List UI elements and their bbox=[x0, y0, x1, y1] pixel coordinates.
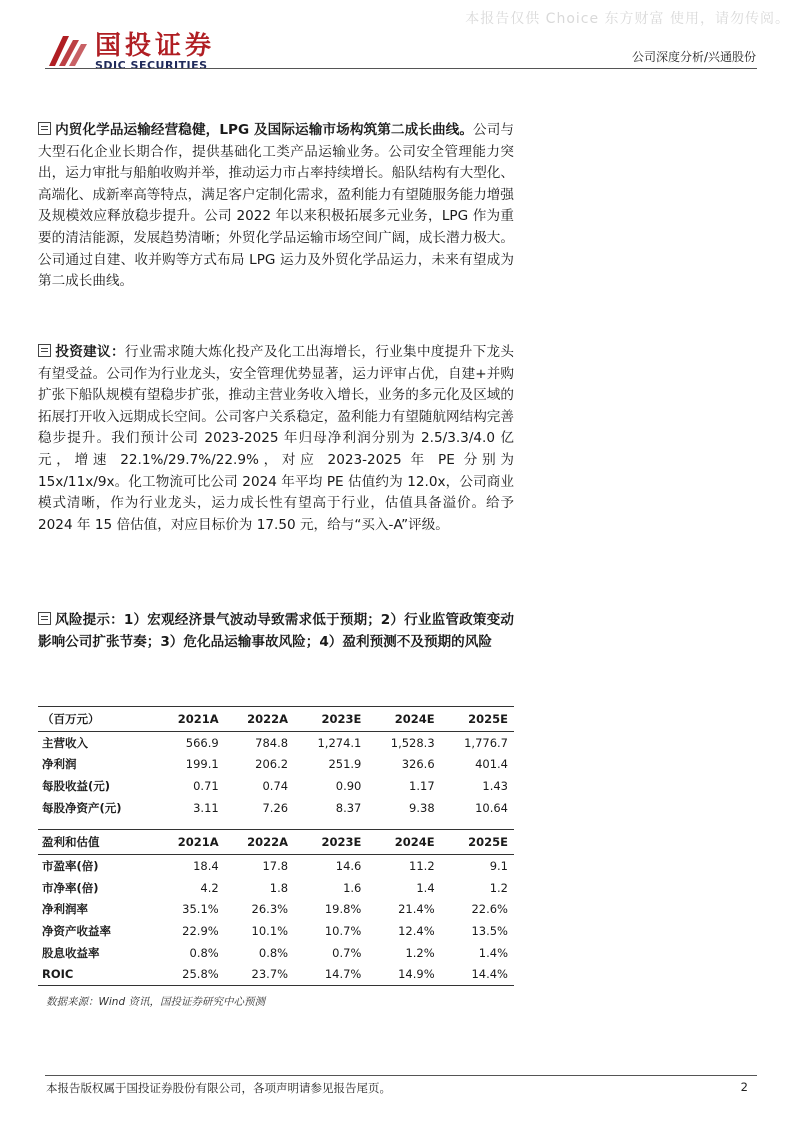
table-cell: 251.9 bbox=[328, 757, 362, 772]
table-cell: 0.71 bbox=[193, 778, 219, 793]
investment-body: 行业需求随大炼化投产及化工出海增长，行业集中度提升下龙头有望受益。公司作为行业龙头，安全管理优势显著，运力评审占优，自建+并购扩张下船队规模有望稳步扩张，推动主营业务收入增长，业务的多元化及区域的拓展打开收入远期成长空间。公司客户关系稳定，盈利能力有望随航网结构完善稳步提升。我们预计公司 2023-2025 年归母净利润分别为 2.5/3.3/4.0 亿元，增速 22.1%/29.7%/22.9%，对应 2023-2025 年 PE 分别为 15x/11x/9x。化工物流可比公司 2024 年平均 PE 估值约为 12.0x，公司商业模式清晰，作为行业龙头，运力成长性有望高于行业，估值具备溢价。给予 2024 年 15 倍估值，对应目标价为 17.50 元，给与“买入-A”评级。 bbox=[38, 344, 515, 533]
row-label: 市盈率(倍) bbox=[42, 859, 99, 874]
table-cell: 1.2% bbox=[405, 945, 435, 960]
table-cell: 784.8 bbox=[255, 735, 289, 750]
table-cell: 1,274.1 bbox=[317, 735, 362, 750]
logo-text-en: SDIC SECURITIES bbox=[95, 59, 208, 72]
row-label: 主营收入 bbox=[42, 735, 88, 750]
table-cell: 0.8% bbox=[189, 945, 219, 960]
table-cell: 12.4% bbox=[398, 923, 435, 938]
table-cell: 0.90 bbox=[335, 778, 362, 793]
table-row bbox=[38, 754, 514, 776]
table2-header-row bbox=[38, 830, 514, 855]
table-cell: 23.7% bbox=[225, 963, 294, 985]
row-label: 每股净资产(元) bbox=[42, 800, 122, 815]
table-cell: 25.8% bbox=[155, 963, 224, 985]
watermark: 本报告仅供 Choice 东方财富 使用，请勿传阅。 bbox=[465, 11, 790, 27]
logo-text-cn: 国投证券 bbox=[95, 31, 216, 61]
table-cell: 3.11 bbox=[193, 800, 219, 815]
business-section bbox=[38, 120, 514, 293]
table-row bbox=[38, 920, 514, 942]
table-cell: 1,776.7 bbox=[464, 735, 508, 750]
table-separator bbox=[38, 818, 514, 830]
bullet-icon bbox=[38, 122, 51, 135]
risk-text: 风险提示：1）宏观经济景气波动导致需求低于预期；2）行业监管政策变动影响公司扩张节奏；3）危化品运输事故风险；4）盈利预测不及预期的风险 bbox=[38, 612, 514, 650]
table-header-cell: 2022A bbox=[225, 830, 294, 855]
table-cell: 1.4% bbox=[478, 945, 508, 960]
table-cell: 0.74 bbox=[262, 778, 289, 793]
row-label: 市净率(倍) bbox=[42, 880, 99, 895]
row-label: 净资产收益率 bbox=[42, 923, 111, 938]
header-divider bbox=[45, 68, 757, 69]
table-cell: 7.26 bbox=[262, 800, 289, 815]
table-cell: 22.9% bbox=[182, 923, 219, 938]
table-cell: 4.2 bbox=[200, 880, 219, 895]
table-cell: 22.6% bbox=[471, 902, 508, 917]
table-cell: 1.17 bbox=[409, 778, 435, 793]
table-row bbox=[38, 797, 514, 819]
business-body: 公司与大型石化企业长期合作，提供基础化工类产品运输业务。公司安全管理能力突出，运力审批与船舶收购并举，推动运力市占率持续增长。船队结构有大型化、高端化、成新率高等特点，满足客户定制化需求，盈利能力有望随服务能力增强及规模效应释放稳步提升。公司 2022 年以来积极拓展多元业务，LPG 作为重要的清洁能源，发展趋势清晰；外贸化学品运输市场空间广阔，成长潜力极大。公司通过自建、收并购等方式布局 LPG 运力及外贸化学品运力，未来有望成为第二成长曲线。 bbox=[38, 122, 515, 290]
table-cell: 13.5% bbox=[471, 923, 508, 938]
row-label: 每股收益(元) bbox=[42, 778, 111, 793]
table-cell: 326.6 bbox=[401, 757, 435, 772]
table-cell: 10.1% bbox=[251, 923, 289, 938]
investment-section bbox=[38, 342, 514, 536]
table-header-cell: 2024E bbox=[367, 707, 440, 732]
page-number: 2 bbox=[740, 1080, 748, 1094]
table-cell: 566.9 bbox=[185, 735, 219, 750]
table1-header-row bbox=[38, 707, 514, 732]
table-cell: 1.2 bbox=[489, 880, 508, 895]
table-header-cell: 盈利和估值 bbox=[38, 830, 155, 855]
table-cell: 1.6 bbox=[343, 880, 362, 895]
business-title: 内贸化学品运输经营稳健，LPG 及国际运输市场构筑第二成长曲线。 bbox=[55, 122, 474, 138]
table-cell: 17.8 bbox=[262, 859, 289, 874]
bullet-icon bbox=[38, 612, 51, 625]
table-cell: 1.8 bbox=[269, 880, 289, 895]
data-source-note: 数据来源：Wind 资讯，国投证券研究中心预测 bbox=[46, 996, 265, 1008]
footer-divider bbox=[45, 1075, 757, 1076]
row-label: 净利润 bbox=[42, 757, 77, 772]
table-header-cell: 2023E bbox=[294, 830, 367, 855]
table-cell: 1.4 bbox=[416, 880, 435, 895]
table-cell: 35.1% bbox=[182, 902, 219, 917]
table-cell: 1.43 bbox=[482, 778, 508, 793]
table-cell: 19.8% bbox=[324, 902, 362, 917]
table-header-cell: 2025E bbox=[441, 830, 514, 855]
table-row bbox=[38, 775, 514, 797]
risk-section bbox=[38, 610, 514, 653]
financial-table bbox=[38, 706, 514, 986]
table-row bbox=[38, 963, 514, 985]
table-cell: 1,528.3 bbox=[390, 735, 435, 750]
table-row bbox=[38, 942, 514, 964]
table-cell: 9.1 bbox=[489, 859, 508, 874]
table-cell: 11.2 bbox=[409, 859, 435, 874]
table-header-cell: 2021A bbox=[155, 830, 224, 855]
table-header-cell: 2023E bbox=[294, 707, 367, 732]
table-row bbox=[38, 732, 514, 754]
table-cell: 401.4 bbox=[475, 757, 508, 772]
table-cell: 14.6 bbox=[335, 859, 362, 874]
table-cell: 0.7% bbox=[332, 945, 362, 960]
table-header-cell: 2022A bbox=[225, 707, 294, 732]
row-label: 股息收益率 bbox=[42, 945, 100, 960]
table-row bbox=[38, 855, 514, 877]
table-header-cell: 2021A bbox=[155, 707, 224, 732]
row-label: 净利润率 bbox=[42, 902, 88, 917]
report-type: 公司深度分析/兴通股份 bbox=[631, 50, 756, 64]
footer-disclaimer: 本报告版权属于国投证券股份有限公司，各项声明请参见报告尾页。 bbox=[46, 1081, 391, 1095]
table-cell: 0.8% bbox=[258, 945, 289, 960]
row-label: ROIC bbox=[38, 963, 155, 985]
table-header-cell: 2025E bbox=[441, 707, 514, 732]
table-cell: 10.7% bbox=[324, 923, 362, 938]
bullet-icon bbox=[38, 344, 51, 357]
table-cell: 26.3% bbox=[251, 902, 289, 917]
table-cell: 206.2 bbox=[255, 757, 289, 772]
table-cell: 14.7% bbox=[294, 963, 367, 985]
table-cell: 14.9% bbox=[367, 963, 440, 985]
table-cell: 14.4% bbox=[441, 963, 514, 985]
table-cell: 9.38 bbox=[409, 800, 435, 815]
investment-title: 投资建议： bbox=[55, 344, 125, 360]
table-cell: 18.4 bbox=[193, 859, 219, 874]
table-header-cell: （百万元） bbox=[38, 707, 155, 732]
table-cell: 8.37 bbox=[335, 800, 362, 815]
table-cell: 199.1 bbox=[185, 757, 219, 772]
table-cell: 10.64 bbox=[475, 800, 508, 815]
table-header-cell: 2024E bbox=[367, 830, 440, 855]
table-row bbox=[38, 899, 514, 921]
table-row bbox=[38, 877, 514, 899]
table-cell: 21.4% bbox=[398, 902, 435, 917]
